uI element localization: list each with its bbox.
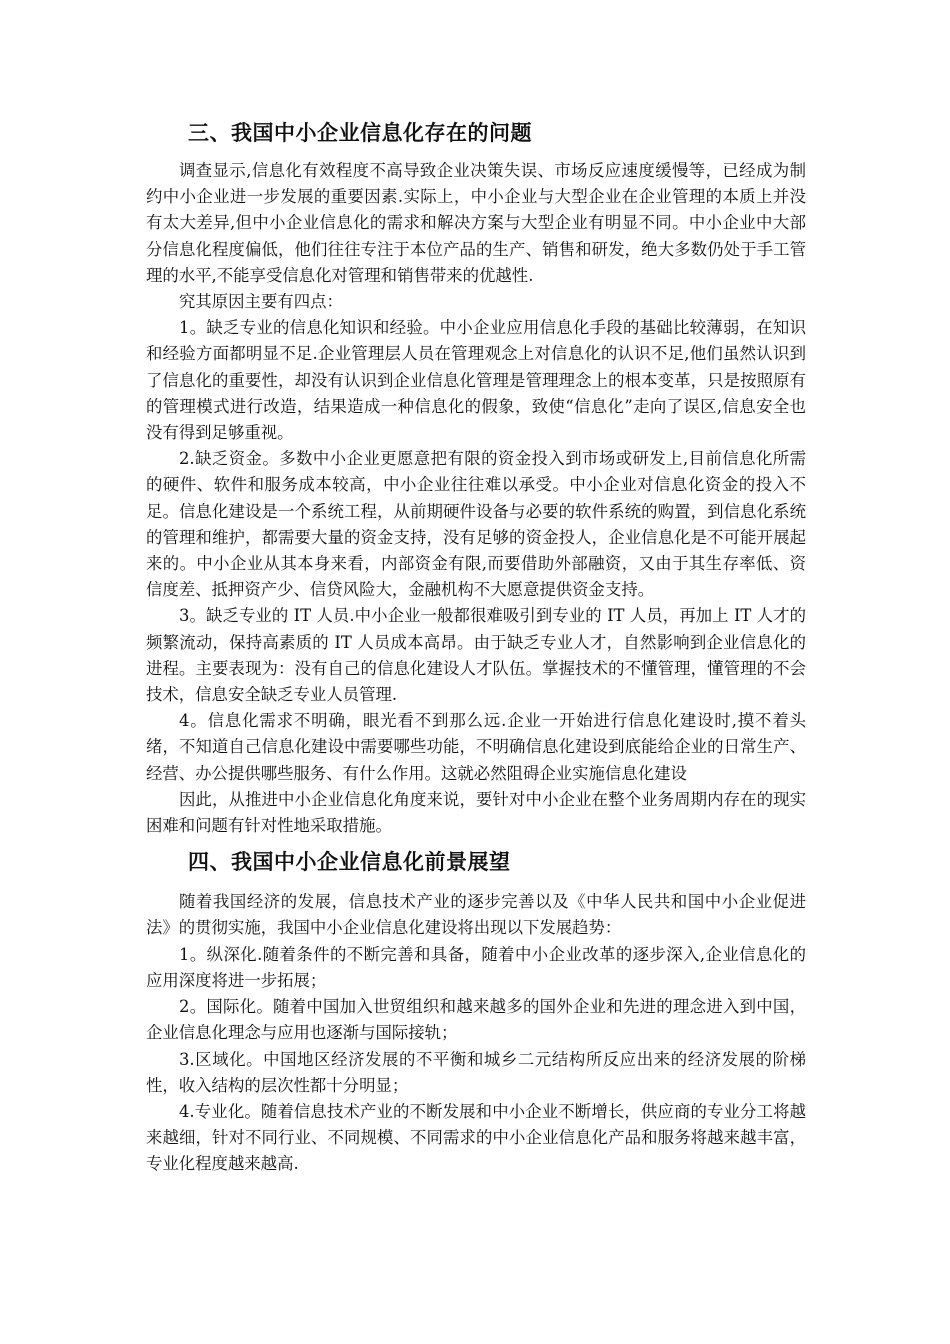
section-3-paragraph-point-1: 1。缺乏专业的信息化知识和经验。中小企业应用信息化手段的基础比较薄弱，在知识和经验方面都明显不足.企业管理层人员在管理观念上对信息化的认识不足,他们虽然认识到了信息化的重要性，却没有认识到企业信息化管理是管理理念上的根本变革，只是按照原有的管理模式进行改造，结果造成一种信息化的假象，致使“信息化”走向了误区,信息安全也没有得到足够重视。 (146, 318, 806, 443)
section-3-paragraph-reasons: 究其原因主要有四点： (179, 292, 343, 312)
section-4-paragraph-trend-4: 4.专业化。随着信息技术产业的不断发展和中小企业不断增长，供应商的专业分工将越来越细，针对不同行业、不同规模、不同需求的中小企业信息化产品和服务将越来越丰富，专业化程度越来越高. (146, 1101, 806, 1174)
section-3-paragraph-point-3: 3。缺乏专业的 IT 人员.中小企业一般都很难吸引到专业的 IT 人员，再加上 IT 人才的频繁流动，保持高素质的 IT 人员成本高昂。由于缺乏专业人才，自然影响到企业信息化的进程。主要表现为：没有自己的信息化建设人才队伍。掌握技术的不懂管理，懂管理的不会技术，信息安全缺乏专业人员管理. (146, 606, 806, 705)
section-4-paragraph-intro: 随着我国经济的发展，信息技术产业的逐步完善以及《中华人民共和国中小企业促进法》的贯彻实施，我国中小企业信息化建设将出现以下发展趋势： (146, 892, 806, 938)
section-4-paragraph-trend-3: 3.区域化。中国地区经济发展的不平衡和城乡二元结构所反应出来的经济发展的阶梯性，收入结构的层次性都十分明显； (146, 1049, 806, 1095)
section-3-heading: 三、我国中小企业信息化存在的问题 (188, 121, 532, 145)
section-4-paragraph-trend-2: 2。国际化。随着中国加入世贸组织和越来越多的国外企业和先进的理念进入到中国，企业信息化理念与应用也逐渐与国际接轨； (146, 997, 806, 1043)
document-body (146, 114, 806, 1178)
section-3-paragraph-point-4: 4。信息化需求不明确，眼光看不到那么远.企业一开始进行信息化建设时,摸不着头绪，不知道自己信息化建设中需要哪些功能，不明确信息化建设到底能给企业的日常生产、经营、办公提供哪些服务、有什么作用。这就必然阻碍企业实施信息化建设 (146, 711, 806, 783)
section-3-paragraph-intro: 调查显示,信息化有效程度不高导致企业决策失误、市场反应速度缓慢等，已经成为制约中小企业进一步发展的重要因素.实际上，中小企业与大型企业在企业管理的本质上并没有太大差异,但中小企业信息化的需求和解决方案与大型企业有明显不同。中小企业中大部分信息化程度偏低，他们往往专注于本位产品的生产、销售和研发，绝大多数仍处于手工管理的水平,不能享受信息化对管理和销售带来的优越性. (146, 161, 806, 285)
section-3-paragraph-conclusion: 因此，从推进中小企业信息化角度来说，要针对中小企业在整个业务周期内存在的现实困难和问题有针对性地采取措施。 (146, 789, 806, 836)
section-4-heading: 四、我国中小企业信息化前景展望 (188, 850, 511, 875)
section-3-paragraph-point-2: 2.缺乏资金。多数中小企业更愿意把有限的资金投入到市场或研发上,目前信息化所需的硬件、软件和服务成本较高，中小企业往往难以承受。中小企业对信息化资金的投入不足。信息化建设是一个系统工程，从前期硬件设备与必要的软件系统的购置，到信息化系统的管理和维护，都需要大量的资金支持，没有足够的资金投人，企业信息化是不可能开展起来的。中小企业从其本身来看，内部资金有限,而要借助外部融资，又由于其生存率低、资信度差、抵押资产少、信贷风险大，金融机构不大愿意提供资金支持。 (146, 449, 806, 600)
section-4-paragraph-trend-1: 1。纵深化.随着条件的不断完善和具备，随着中小企业改革的逐步深入,企业信息化的应用深度将进一步拓展； (146, 944, 806, 990)
